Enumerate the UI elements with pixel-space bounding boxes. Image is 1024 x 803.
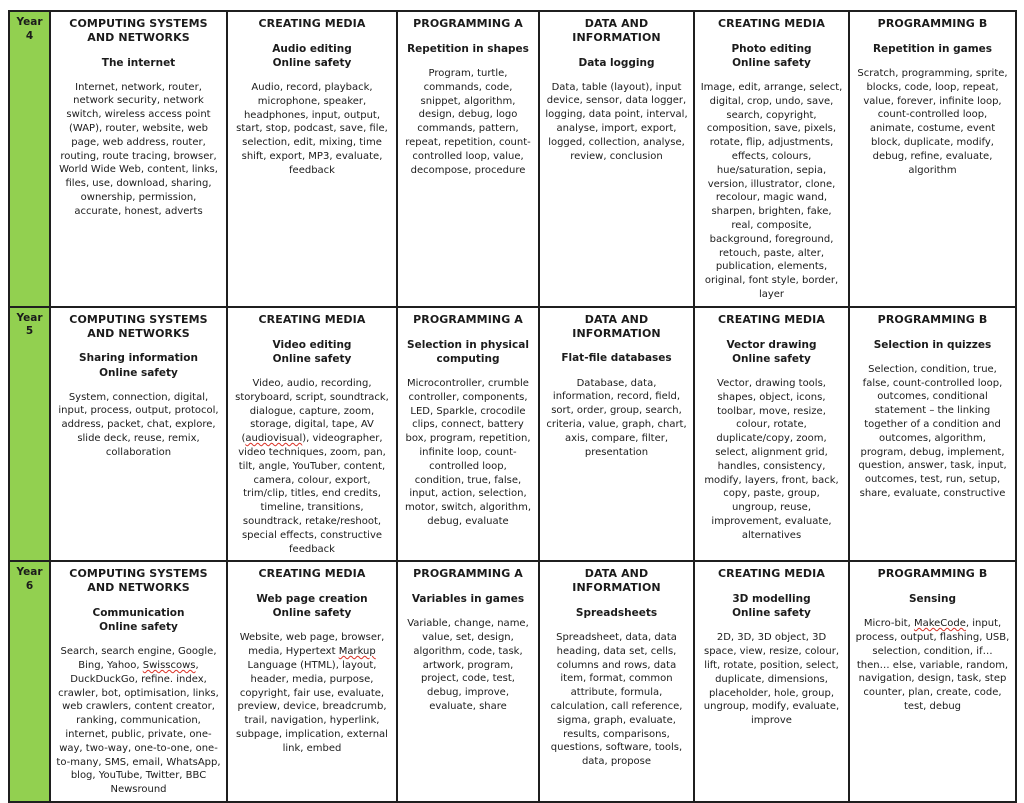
unit-category: PROGRAMMING A — [413, 567, 523, 581]
unit-name — [403, 592, 533, 606]
vocab-text: 2D, 3D, 3D object, 3D space, view, resize, colour, lift, rotate, position, select, duplicate, dimensions, placeholder, hole, group, ungroup, modify, evaluate, improve — [703, 632, 840, 727]
unit-category: PROGRAMMING A — [413, 17, 523, 30]
vocab-text: Image, edit, arrange, select, digital, crop, undo, save, search, copyright, composition, save, pixels, rotate, flip, adjustments, effects, colours, hue/saturation, sepia, version, illustrator, clone, recolour, magic wand, sharpen, brighten, fake, real, composite, background, foreground, retouch, paste, alter, publication, elements, original, font style, border, layer — [700, 82, 843, 301]
unit-category: PROGRAMMING B — [877, 567, 988, 581]
unit-vocabulary — [700, 377, 843, 543]
unit-cell — [398, 12, 540, 308]
year-word: Year — [16, 566, 43, 579]
unit-category: CREATING MEDIA — [718, 567, 825, 581]
unit-name — [545, 606, 688, 620]
unit-category: PROGRAMMING A — [413, 312, 523, 326]
unit-vocabulary — [233, 631, 391, 755]
unit-name-line: Data logging — [578, 56, 655, 69]
vocab-word-spellcheck: Swisscows — [142, 659, 196, 671]
unit-name-line: The internet — [101, 56, 176, 69]
unit-cell — [695, 308, 850, 562]
unit-vocabulary — [403, 377, 533, 529]
unit-name-line: Video editing — [272, 338, 352, 351]
unit-name — [233, 592, 391, 620]
vocab-text: ), videographer, video techniques, zoom, pan, tilt, angle, YouTuber, content, camera, colour, export, trim/clip, titles, end credits, timeline, transitions, soundtrack, retake/reshoot, special effects, constructive feedback — [238, 433, 386, 555]
vocab-text: Selection, condition, true, false, count-controlled loop, outcomes, conditional statement – the linking together of a condition and outcomes, algorithm, program, debug, implement, question, answer, task, input, outcomes, test, run, setup, share, evaluate, constructive — [858, 363, 1007, 499]
vocab-text: Microcontroller, crumble controller, components, LED, Sparkle, crocodile clips, connect, battery box, program, repetition, infinite loop, count-controlled loop, condition, true, false, input, action, selection, motor, switch, algorithm, debug, evaluate — [404, 377, 532, 527]
unit-category: COMPUTING SYSTEMS AND NETWORKS — [69, 567, 208, 595]
unit-category: PROGRAMMING B — [877, 312, 988, 326]
unit-cell — [850, 562, 1017, 803]
table-row-year-4 — [10, 12, 1017, 308]
unit-vocabulary — [855, 617, 1010, 714]
unit-cell — [540, 562, 695, 803]
unit-cell — [51, 562, 228, 803]
unit-vocabulary — [233, 377, 391, 556]
vocab-text: , DuckDuckGo, refine. index, crawler, bot, optimisation, links, web crawlers, content creator, ranking, communication, internet, public, private, one-way, two-way, one-to-one, one-to-many, SMS, email, WhatsApp, blog, YouTube, Twitter, BBC Newsround — [56, 659, 221, 796]
unit-name-line: 3D modelling — [732, 593, 811, 606]
year-word: Year — [16, 16, 43, 28]
unit-vocabulary — [855, 363, 1010, 501]
unit-name — [56, 351, 221, 379]
unit-name — [56, 56, 221, 70]
vocab-text: Data, table (layout), input device, sensor, data logger, logging, data point, interval, analyse, import, export, logged, collection, analyse, review, conclusion — [545, 81, 688, 162]
unit-name — [56, 606, 221, 634]
unit-name-line: Selection in physical computing — [407, 338, 529, 365]
vocab-word-spellcheck: MakeCode — [913, 618, 966, 630]
vocab-text: Micro-bit, — [863, 618, 914, 630]
unit-name-line: Online safety — [99, 620, 178, 633]
year-word: Year — [16, 311, 43, 324]
unit-name-line: Repetition in shapes — [407, 42, 529, 55]
unit-name — [700, 338, 843, 366]
unit-name-line: Sensing — [909, 593, 956, 606]
unit-cell — [51, 12, 228, 308]
year-number: 4 — [25, 29, 34, 42]
year-number: 5 — [25, 325, 34, 338]
unit-vocabulary — [855, 67, 1010, 177]
unit-name — [403, 338, 533, 366]
unit-name-line: Repetition in games — [872, 42, 993, 55]
unit-name — [700, 592, 843, 620]
unit-cell — [51, 308, 228, 562]
unit-cell — [695, 562, 850, 803]
vocab-text: Spreadsheet, data, data heading, data set, cells, columns and rows, data item, format, common attribute, formula, calculation, call reference, sigma, graph, evaluate, results, comparisons, questions, software, tools, data, propose — [550, 631, 683, 768]
unit-cell — [850, 308, 1017, 562]
unit-name — [233, 42, 391, 70]
vocab-text: Language (HTML), layout, header, media, purpose, copyright, fair use, evaluate, preview, device, breadcrumb, trail, navigation, hyperlink, subpage, implication, external link, embed — [236, 659, 388, 754]
unit-name-line: Audio editing — [272, 42, 352, 55]
unit-category: CREATING MEDIA — [718, 17, 825, 30]
unit-name-line: Sharing information — [79, 352, 198, 365]
unit-category: PROGRAMMING B — [877, 17, 988, 30]
unit-vocabulary — [56, 81, 221, 219]
unit-cell — [228, 12, 398, 308]
year-number: 6 — [25, 579, 34, 592]
unit-vocabulary — [56, 645, 221, 797]
vocab-word-spellcheck: Markup — [338, 646, 376, 658]
unit-category: DATA AND INFORMATION — [572, 567, 661, 595]
unit-name — [855, 592, 1010, 606]
vocab-word-spellcheck: audiovisual — [245, 433, 303, 445]
unit-category: CREATING MEDIA — [258, 17, 366, 30]
vocab-text: Database, data, information, record, field, sort, order, group, search, criteria, value, graph, chart, axis, compare, filter, presentation — [546, 377, 687, 458]
unit-name-line: Communication — [92, 606, 185, 619]
unit-category: CREATING MEDIA — [718, 312, 825, 326]
unit-cell — [540, 12, 695, 308]
unit-name-line: Selection in quizzes — [873, 338, 992, 351]
unit-cell — [398, 308, 540, 562]
table-row-year-5 — [10, 308, 1017, 562]
unit-name — [403, 42, 533, 56]
unit-name-line: Online safety — [272, 607, 352, 620]
unit-name — [855, 42, 1010, 56]
unit-cell — [228, 308, 398, 562]
unit-vocabulary — [700, 81, 843, 302]
unit-name-line: Spreadsheets — [575, 606, 658, 619]
unit-category: COMPUTING SYSTEMS AND NETWORKS — [69, 17, 208, 44]
unit-name-line: Web page creation — [256, 593, 368, 606]
unit-category: DATA AND INFORMATION — [572, 312, 661, 340]
unit-category: CREATING MEDIA — [258, 312, 366, 326]
unit-name-line: Online safety — [272, 56, 352, 69]
vocab-text: Website, web page, browser, media, Hypertext — [239, 632, 385, 658]
unit-name-line: Online safety — [99, 366, 178, 379]
unit-cell — [850, 12, 1017, 308]
unit-name — [545, 351, 688, 365]
unit-name — [545, 56, 688, 70]
year-label-cell — [10, 12, 51, 308]
unit-cell — [695, 12, 850, 308]
unit-name-line: Vector drawing — [726, 338, 817, 351]
year-label-cell — [10, 562, 51, 803]
unit-vocabulary — [545, 631, 688, 769]
unit-vocabulary — [403, 67, 533, 177]
unit-name — [700, 42, 843, 70]
table-row-year-6 — [10, 562, 1017, 803]
vocab-text: Video, audio, recording, storyboard, script, soundtrack, dialogue, capture, zoom, storage, digital, tape, AV ( — [235, 377, 389, 445]
unit-vocabulary — [56, 391, 221, 460]
vocab-text: Vector, drawing tools, shapes, object, icons, toolbar, move, resize, colour, rotate, duplicate/copy, zoom, select, alignment grid, handles, consistency, modify, layers, front, back, copy, paste, group, ungroup, reuse, improvement, evaluate, alternatives — [704, 377, 839, 541]
vocab-text: System, connection, digital, input, process, output, protocol, address, packet, chat, explore, slide deck, reuse, remix, collaboration — [58, 391, 219, 458]
year-label-cell — [10, 308, 51, 562]
vocab-text: Scratch, programming, sprite, blocks, code, loop, repeat, value, forever, infinite loop, count-controlled loop, animate, costume, event block, duplicate, modify, debug, refine, evaluate, algorithm — [857, 67, 1008, 176]
unit-vocabulary — [700, 631, 843, 728]
unit-cell — [540, 308, 695, 562]
unit-vocabulary — [233, 81, 391, 178]
vocab-text: , input, process, output, flashing, USB, selection, condition, if… then… else, variable, random, navigation, design, task, step counter, plan, create, code, test, debug — [855, 618, 1010, 712]
curriculum-table — [8, 10, 1017, 803]
unit-name-line: Online safety — [732, 352, 811, 365]
unit-name-line: Online safety — [732, 56, 811, 69]
unit-category: COMPUTING SYSTEMS AND NETWORKS — [69, 312, 208, 340]
vocab-text: Internet, network, router, network security, network switch, wireless access point (WAP), router, website, web page, web address, router, routing, route tracing, browser, World Wide Web, content, links, files, use, download, sharing, ownership, permission, accurate, honest, adverts — [59, 81, 218, 217]
unit-name — [233, 338, 391, 366]
unit-category: DATA AND INFORMATION — [572, 17, 661, 44]
unit-name-line: Flat-file databases — [561, 352, 672, 365]
unit-cell — [228, 562, 398, 803]
unit-vocabulary — [403, 617, 533, 714]
vocab-text: Audio, record, playback, microphone, speaker, headphones, input, output, start, stop, podcast, save, file, selection, edit, mixing, time shift, export, MP3, evaluate, feedback — [236, 82, 388, 176]
unit-name — [855, 338, 1010, 352]
unit-vocabulary — [545, 377, 688, 460]
vocab-text: Search, search engine, Google, Bing, Yahoo, — [60, 646, 217, 671]
unit-category: CREATING MEDIA — [258, 567, 366, 581]
vocab-text: Variable, change, name, value, set, design, algorithm, code, task, artwork, program, project, code, test, debug, improve, evaluate, share — [407, 618, 529, 712]
unit-name-line: Online safety — [732, 607, 811, 620]
unit-name-line: Online safety — [272, 352, 352, 365]
unit-name-line: Variables in games — [411, 593, 525, 606]
vocab-text: Program, turtle, commands, code, snippet, algorithm, design, debug, logo commands, pattern, repeat, repetition, count-controlled loop, value, decompose, procedure — [405, 67, 531, 176]
unit-vocabulary — [545, 81, 688, 164]
unit-name-line: Photo editing — [731, 42, 812, 55]
unit-cell — [398, 562, 540, 803]
